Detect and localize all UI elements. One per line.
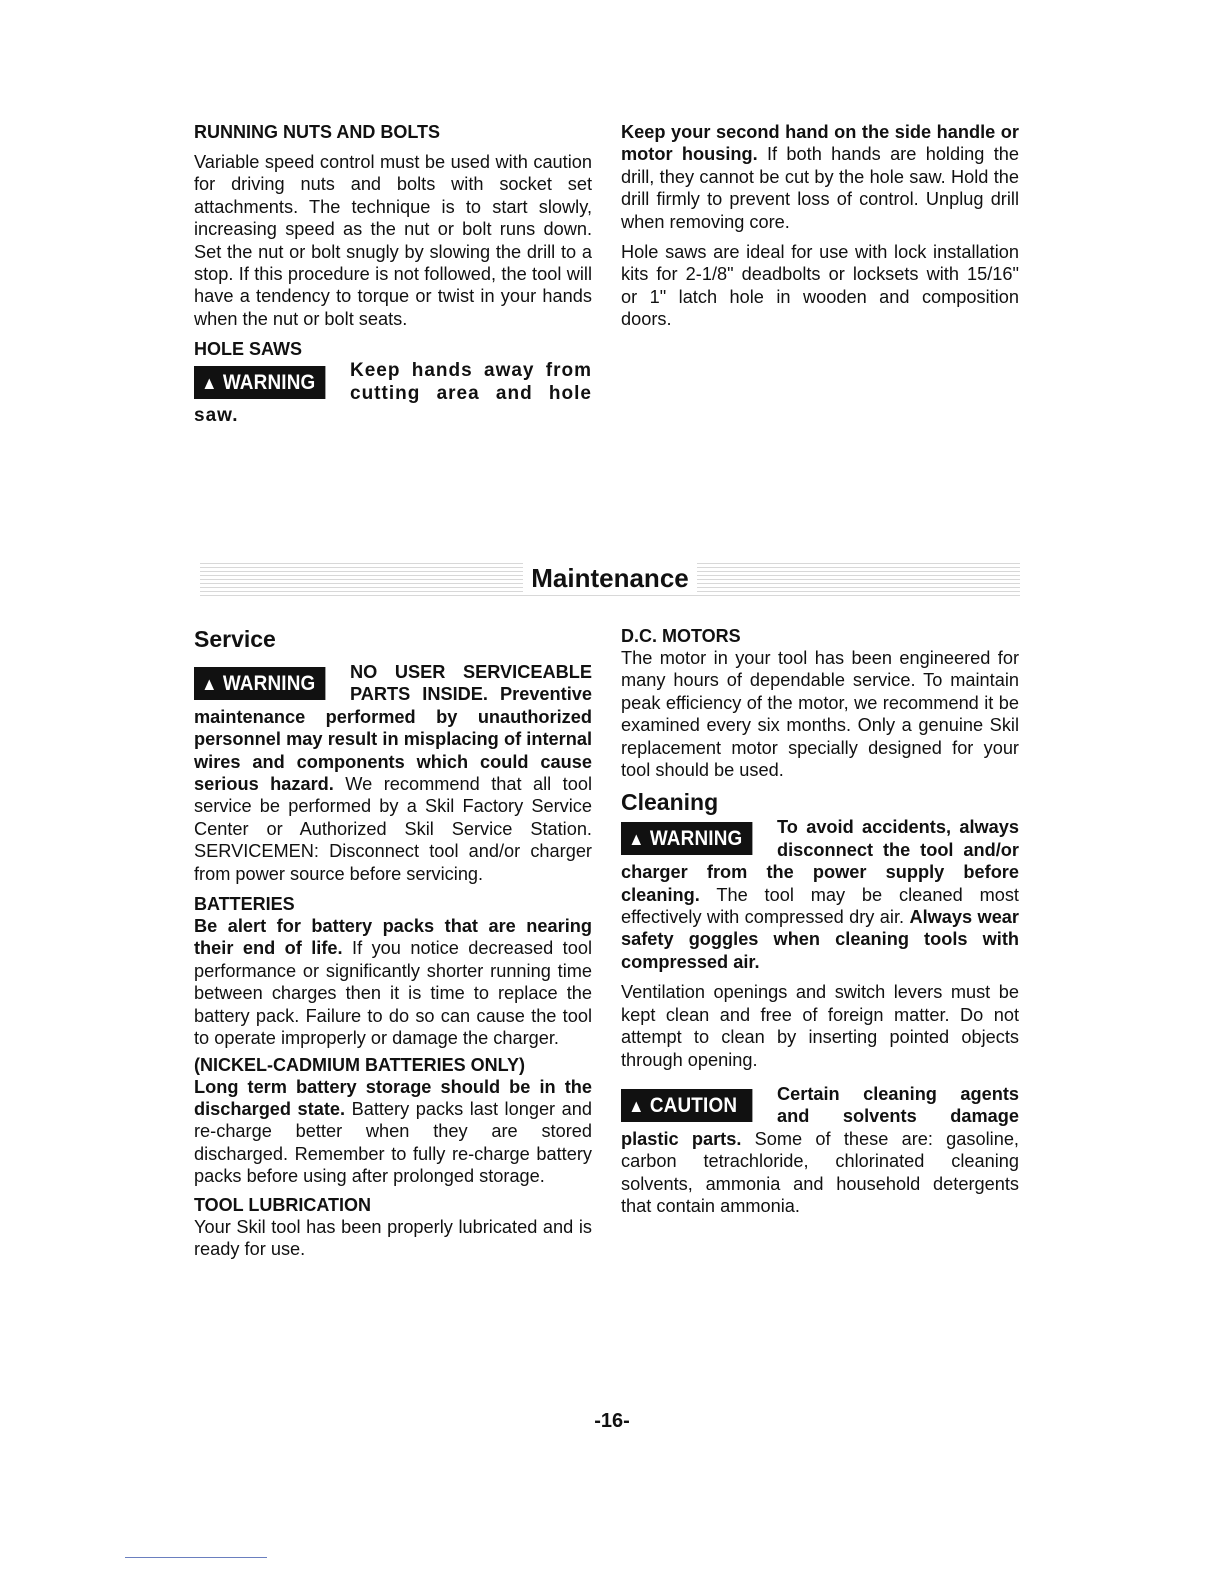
second-hand-bold: Keep your second hand on the side handle or motor housing. xyxy=(621,122,1019,165)
dc-motors-heading: D.C. MOTORS xyxy=(621,626,741,646)
service-title: Service xyxy=(194,626,276,652)
second-hand-rest: If both hands are holding the drill, they cannot be cut by the hole saw. Hold the drill firmly to prevent loss of control. Unplug drill when removing core. xyxy=(621,144,1019,232)
service-rest: We recommend that all tool service be performed by a Skil Factory Service Center or Authorized Skil Service Station. SERVICEMEN: Disconnect tool and/or charger from power source before servicing. xyxy=(194,774,592,884)
warning-triangle-icon: ▲ xyxy=(201,674,218,694)
nicad-rest: Battery packs last longer and re-charge better when they are stored discharged. Remember to fully re-charge battery packs before using after prolonged storage. xyxy=(194,1098,592,1187)
nicad-paragraph xyxy=(194,1076,592,1188)
caution-triangle-icon: ▲ xyxy=(628,1095,645,1116)
top-left-column xyxy=(194,121,592,427)
caution-rest: Some of these are: gasoline, carbon tetrachloride, chlorinated cleaning solvents, ammonia and household detergents that contain ammonia. xyxy=(621,1128,1019,1216)
service-paragraph xyxy=(194,661,592,885)
right-column xyxy=(621,625,1019,1217)
warning-badge: ▲ WARNING xyxy=(194,366,325,399)
batteries-heading: BATTERIES xyxy=(194,894,295,915)
cleaning-mid: The tool may be cleaned most effectively with compressed dry air. xyxy=(621,884,1019,928)
ventilation-paragraph: Ventilation openings and switch levers must be kept clean and free of foreign matter. Do not attempt to clean by inserting pointed objects through opening. xyxy=(621,982,1019,1070)
maintenance-title: Maintenance xyxy=(523,563,697,593)
warning-badge: ▲ WARNING xyxy=(194,667,325,700)
lubrication-paragraph: Your Skil tool has been properly lubricated and is ready for use. xyxy=(194,1216,592,1259)
service-bold: NO USER SERVICEABLE PARTS INSIDE. Preventive maintenance performed by unauthorized personnel may result in misplacing of internal wires and components which could cause serious hazard. xyxy=(194,662,592,795)
footer-rule xyxy=(125,1557,267,1558)
cleaning-paragraph xyxy=(621,816,1019,973)
nicad-heading: (NICKEL-CADMIUM BATTERIES ONLY) xyxy=(194,1054,525,1075)
top-right-column xyxy=(621,121,1019,331)
batteries-rest: If you notice decreased tool performance or significantly shorter running time between charges then it is time to replace the battery pack. Failure to do so can cause the tool to operate improperly or damage the charger. xyxy=(194,938,592,1049)
caution-paragraph xyxy=(621,1083,1019,1217)
warning-triangle-icon: ▲ xyxy=(628,829,645,850)
dc-motors-paragraph: The motor in your tool has been engineered for many hours of dependable service. To maintain peak efficiency of the motor, we recommend it be examined every six months. Only a genuine Skil replacement motor specially designed for your tool should be used. xyxy=(621,648,1019,781)
batteries-bold: Be alert for battery packs that are nearing their end of life. xyxy=(194,916,592,959)
hole-saws-warning xyxy=(194,360,592,427)
warning-triangle-icon: ▲ xyxy=(201,373,218,394)
lubrication-heading: TOOL LUBRICATION xyxy=(194,1194,371,1215)
page-number: -16- xyxy=(594,1410,630,1432)
left-column xyxy=(194,626,592,1260)
caution-badge: ▲ CAUTION xyxy=(621,1089,752,1122)
cleaning-bold-2: Always wear safety goggles when cleaning tools with compressed air. xyxy=(621,907,1019,972)
hole-saws-uses-paragraph: Hole saws are ideal for use with lock installation kits for 2-1/8" deadbolts or locksets with 15/16" or 1" latch hole in wooden and composition doors. xyxy=(621,242,1019,330)
batteries-paragraph xyxy=(194,915,592,1049)
warning-badge: ▲ WARNING xyxy=(621,822,752,855)
running-nuts-paragraph: Variable speed control must be used with caution for driving nuts and bolts with socket set attachments. The technique is to start slowly, increasing speed as the nut or bolt runs down. Set the nut or bolt snugly by slowing the drill to a stop. If this procedure is not followed, the tool will have a tendency to torque or twist in your hands when the nut or bolt seats. xyxy=(194,152,592,329)
second-hand-paragraph xyxy=(621,121,1019,233)
hole-saws-warning-text: Keep hands away from cutting area and hole saw. xyxy=(194,360,592,427)
maintenance-banner xyxy=(200,560,1020,596)
hole-saws-heading: HOLE SAWS xyxy=(194,339,303,360)
cleaning-title: Cleaning xyxy=(621,789,719,816)
running-nuts-heading: RUNNING NUTS AND BOLTS xyxy=(194,122,440,142)
caution-bold: Certain cleaning agents and solvents damage plastic parts. xyxy=(621,1083,1019,1149)
cleaning-bold-1: To avoid accidents, always disconnect the tool and/or charger from the power supply before cleaning. xyxy=(621,817,1019,905)
nicad-bold: Long term battery storage should be in the discharged state. xyxy=(194,1076,592,1119)
